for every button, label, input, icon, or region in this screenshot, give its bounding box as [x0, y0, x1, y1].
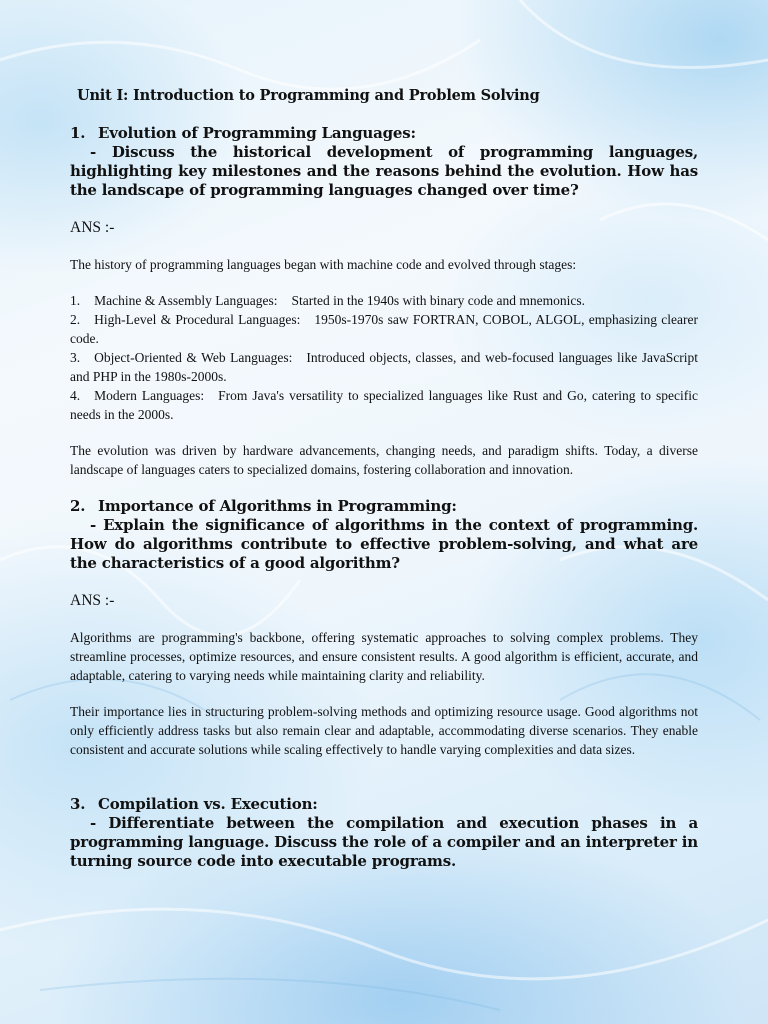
question-number: 3. — [70, 795, 86, 813]
history-list — [70, 291, 698, 424]
question-2-prompt — [70, 516, 698, 573]
list-item: 1. Machine & Assembly Languages: Started in the 1940s with binary code and mnemonics. — [70, 293, 586, 308]
answer-label: ANS :- — [70, 592, 115, 609]
answer-paragraph-1: Algorithms are programming's backbone, offering systematic approaches to solving complex problems. They streamline processes, optimize resources, and ensure consistent results. A good algorithm is efficient, accurate, and adaptable, catering to varying needs while maintaining clarity and reliability. — [70, 630, 698, 683]
answer-paragraph-2: Their importance lies in structuring problem-solving methods and optimizing resource usage. Good algorithms not only efficiently address tasks but also remain clear and adaptable, accommodating diverse scenarios. They enable consistent and accurate solutions while scaling effectively to handle varying complexities and data sizes. — [70, 704, 698, 757]
answer-label: ANS :- — [70, 219, 115, 236]
answer-intro: The history of programming languages began with machine code and evolved through stages: — [70, 257, 577, 272]
prompt-text: - Explain the significance of algorithms in the context of programming. How do algorithms contribute to effective problem-solving, and what are the characteristics of a good algorithm? — [70, 516, 698, 572]
question-1-heading — [70, 124, 698, 143]
question-number: 1. — [70, 124, 86, 142]
question-title: Evolution of Programming Languages: — [98, 124, 416, 142]
question-3-prompt — [70, 814, 698, 871]
list-item: 4. Modern Languages: From Java's versatility to specialized languages like Rust and Go, catering to specific needs in the 2000s. — [70, 388, 699, 422]
document-page — [70, 86, 698, 871]
prompt-text: - Differentiate between the compilation and execution phases in a programming language. Discuss the role of a compiler and an interpreter in turning source code into executable programs. — [70, 814, 698, 870]
question-number: 2. — [70, 497, 86, 515]
question-1 — [70, 124, 698, 479]
question-3 — [70, 795, 698, 871]
list-item: 2. High-Level & Procedural Languages: 1950s-1970s saw FORTRAN, COBOL, ALGOL, emphasizing clearer code. — [70, 312, 699, 346]
answer-conclusion: The evolution was driven by hardware advancements, changing needs, and paradigm shifts. Today, a diverse landscape of languages caters to specialized domains, fostering collaboration and innovation. — [70, 443, 698, 477]
question-2-heading — [70, 497, 698, 516]
prompt-text: - Discuss the historical development of programming languages, highlighting key milestones and the reasons behind the evolution. How has the landscape of programming languages changed over time? — [70, 143, 698, 199]
question-1-prompt — [70, 143, 698, 200]
list-item: 3. Object-Oriented & Web Languages: Introduced objects, classes, and web-focused languages like JavaScript and PHP in the 1980s-2000s. — [70, 350, 698, 384]
document-title: Unit I: Introduction to Programming and Problem Solving — [77, 87, 540, 104]
question-2 — [70, 497, 698, 759]
question-title: Compilation vs. Execution: — [98, 795, 318, 813]
question-title: Importance of Algorithms in Programming: — [98, 497, 457, 515]
question-3-heading — [70, 795, 698, 814]
